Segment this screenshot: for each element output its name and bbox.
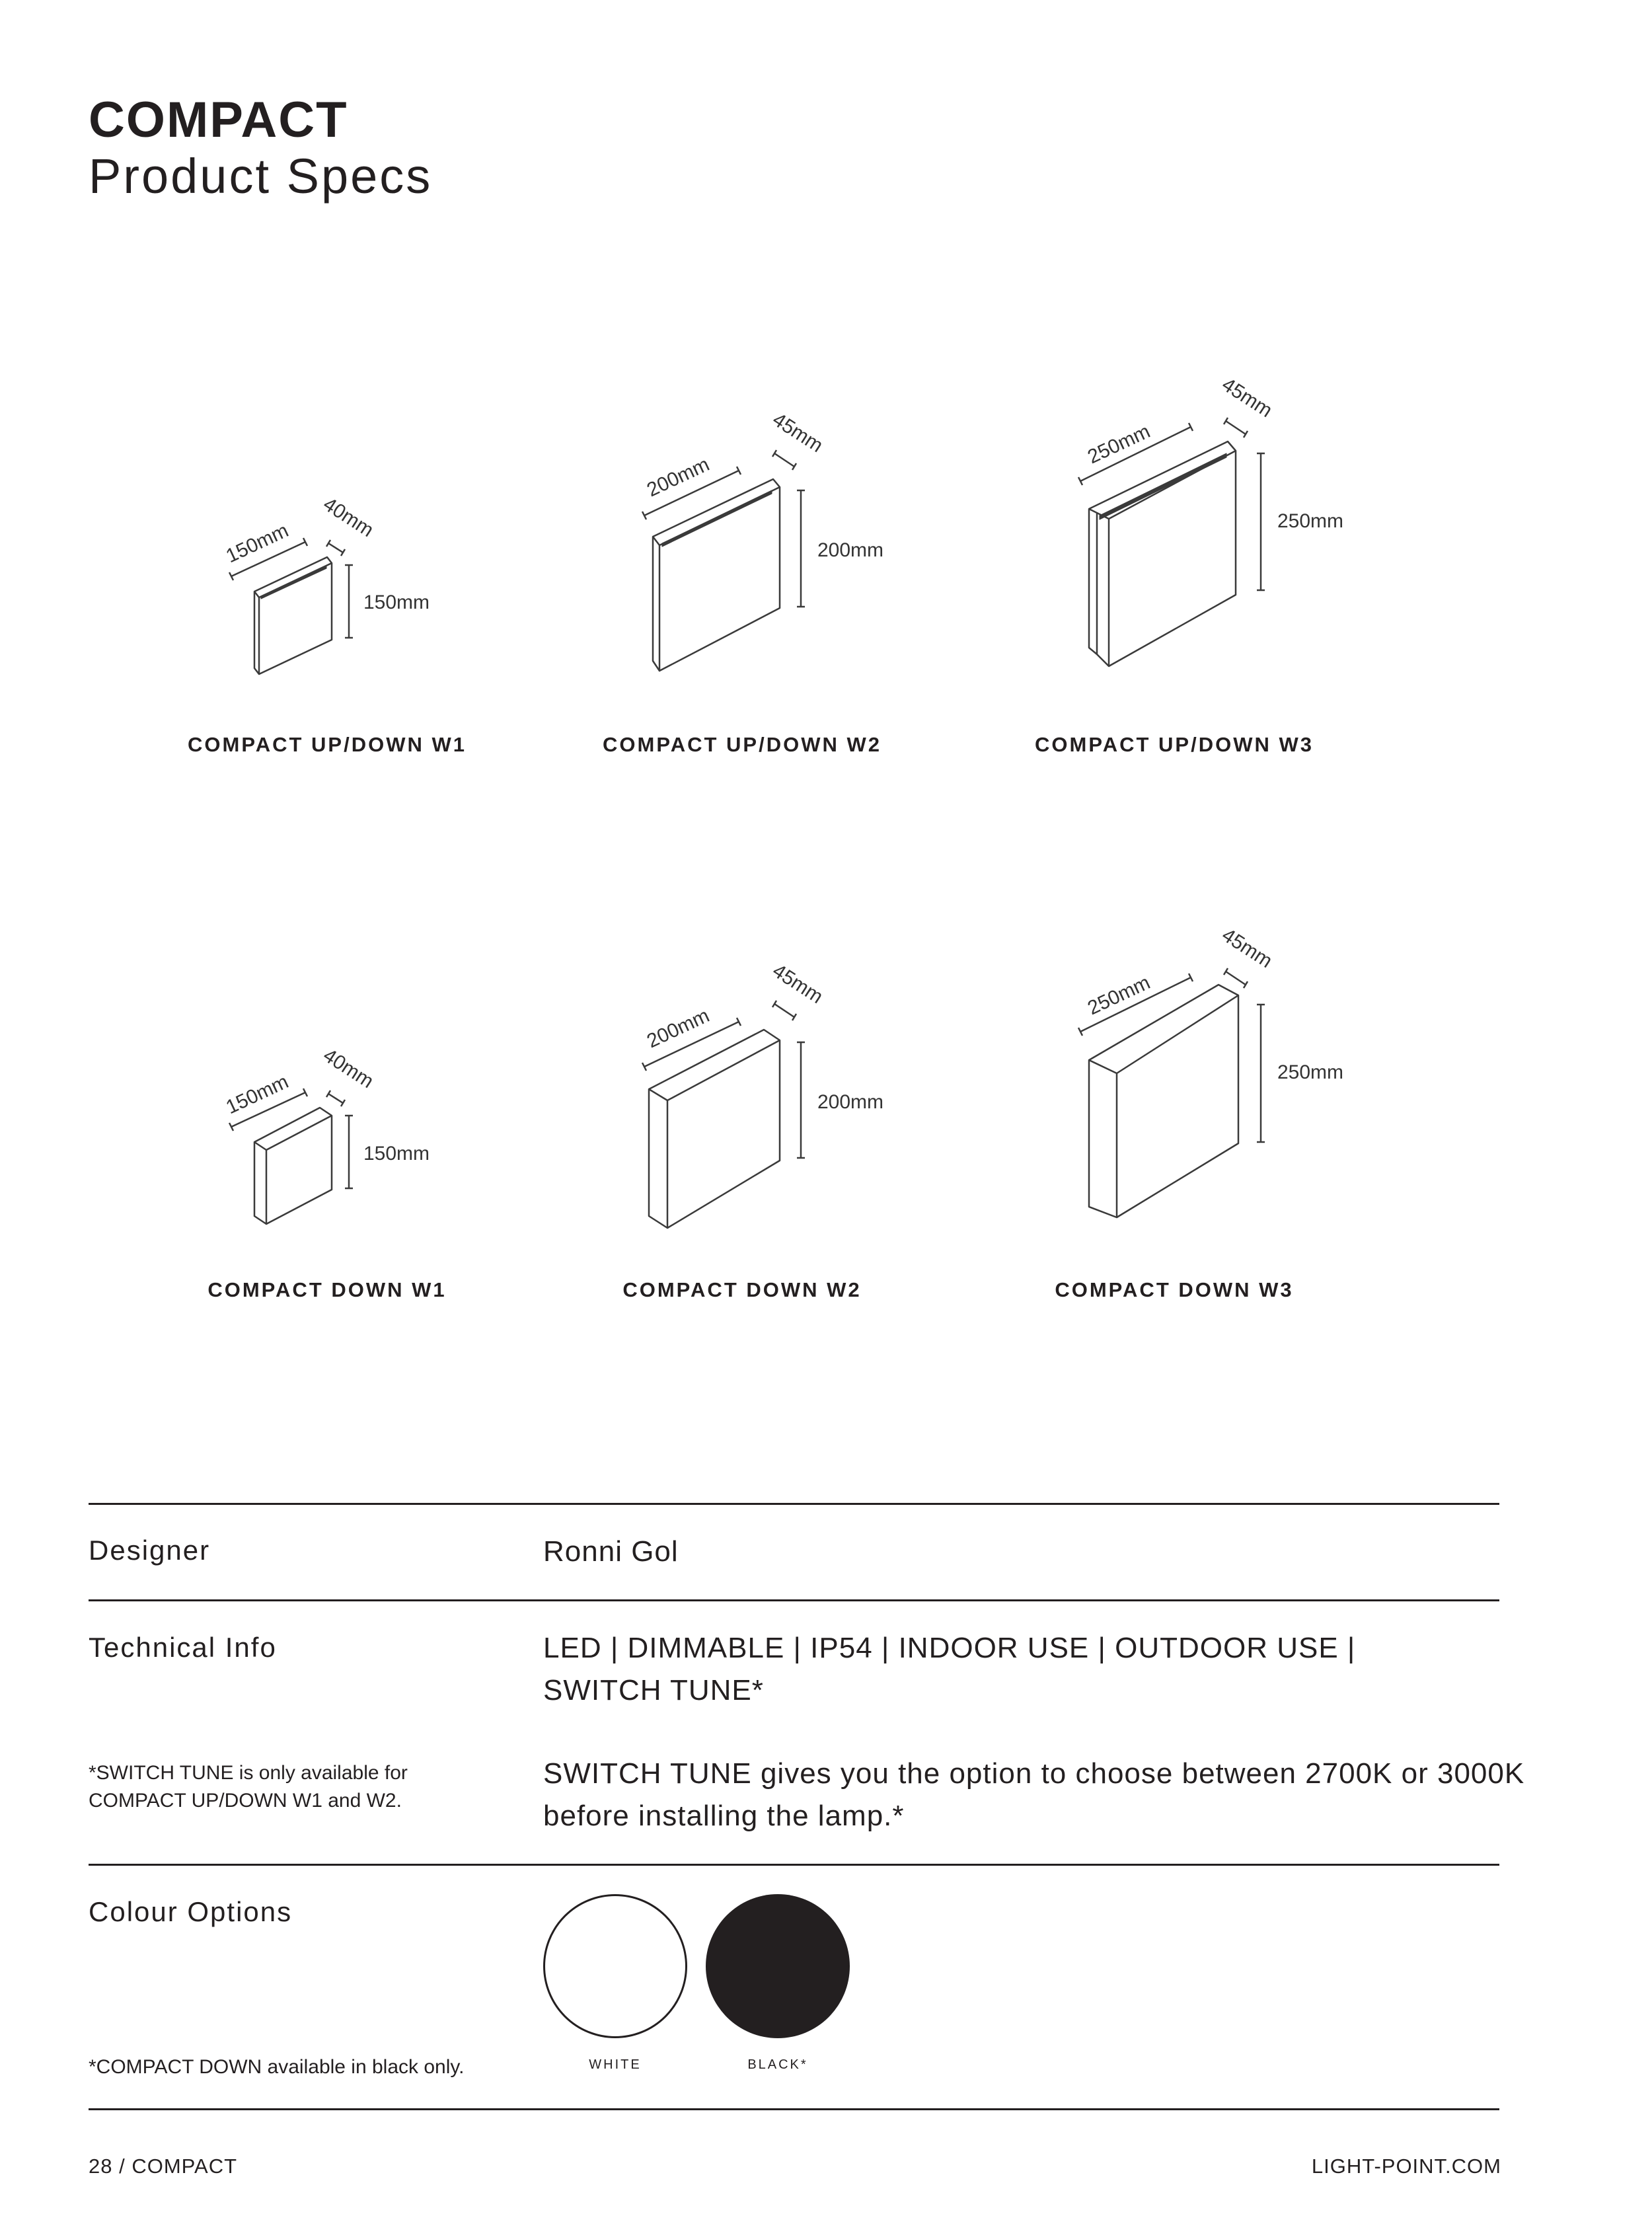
technical-line-1: LED | DIMMABLE | IP54 | INDOOR USE | OUTDOOR USE | xyxy=(543,1632,1356,1664)
dim-width-down-w3: 250mm xyxy=(1084,972,1154,1020)
table-rule-technical xyxy=(89,1864,1499,1866)
dim-depth-updown-w2: 45mm xyxy=(769,408,827,457)
caption-updown-w3: COMPACT UP/DOWN W3 xyxy=(1035,733,1314,756)
caption-down-w3: COMPACT DOWN W3 xyxy=(1055,1278,1294,1301)
dim-width-down-w2: 200mm xyxy=(644,1005,713,1053)
dim-width-updown-w3: 250mm xyxy=(1084,420,1154,469)
dim-width-down-w1: 150mm xyxy=(223,1071,292,1119)
colour-swatch-white xyxy=(543,1894,687,2038)
switch-note-line-1: *SWITCH TUNE is only available for xyxy=(89,1762,408,1784)
dim-height-updown-w1: 150mm xyxy=(363,592,430,613)
dim-height-down-w3: 250mm xyxy=(1277,1061,1344,1083)
colour-label-black: BLACK* xyxy=(747,2057,808,2072)
colour-label: Colour Options xyxy=(89,1896,293,1927)
dim-depth-down-w1: 40mm xyxy=(319,1044,378,1093)
dim-width-updown-w1: 150mm xyxy=(223,519,292,568)
footer-website: LIGHT-POINT.COM xyxy=(1311,2155,1501,2178)
caption-down-w1: COMPACT DOWN W1 xyxy=(207,1278,447,1301)
table-rule-top xyxy=(89,1503,1499,1505)
colour-swatch-black xyxy=(706,1894,850,2038)
page-subtitle: Product Specs xyxy=(89,149,433,204)
dim-height-updown-w2: 200mm xyxy=(817,539,884,561)
dim-height-down-w1: 150mm xyxy=(363,1143,430,1165)
designer-label: Designer xyxy=(89,1535,211,1566)
caption-updown-w2: COMPACT UP/DOWN W2 xyxy=(603,733,882,756)
dim-depth-down-w2: 45mm xyxy=(769,960,827,1009)
dim-depth-down-w3: 45mm xyxy=(1218,924,1277,973)
table-rule-bottom xyxy=(89,2108,1499,2110)
switch-note-line-2: COMPACT UP/DOWN W1 and W2. xyxy=(89,1790,402,1812)
switch-desc-line-1: SWITCH TUNE gives you the option to choose between 2700K or 3000K xyxy=(543,1757,1525,1790)
dim-depth-updown-w3: 45mm xyxy=(1218,373,1277,422)
colour-note: *COMPACT DOWN available in black only. xyxy=(89,2056,465,2078)
footer-page-label: 28 / COMPACT xyxy=(89,2155,238,2178)
colour-label-white: WHITE xyxy=(589,2057,642,2072)
caption-down-w2: COMPACT DOWN W2 xyxy=(622,1278,862,1301)
dim-height-down-w2: 200mm xyxy=(817,1091,884,1113)
caption-updown-w1: COMPACT UP/DOWN W1 xyxy=(188,733,467,756)
dim-height-updown-w3: 250mm xyxy=(1277,510,1344,532)
table-rule-designer xyxy=(89,1599,1499,1601)
page-title: COMPACT xyxy=(89,92,348,148)
dim-depth-updown-w1: 40mm xyxy=(319,493,378,542)
dim-width-updown-w2: 200mm xyxy=(644,453,713,502)
technical-label: Technical Info xyxy=(89,1632,277,1663)
designer-value: Ronni Gol xyxy=(543,1535,679,1568)
technical-line-2: SWITCH TUNE* xyxy=(543,1674,764,1706)
switch-desc-line-2: before installing the lamp.* xyxy=(543,1800,905,1832)
